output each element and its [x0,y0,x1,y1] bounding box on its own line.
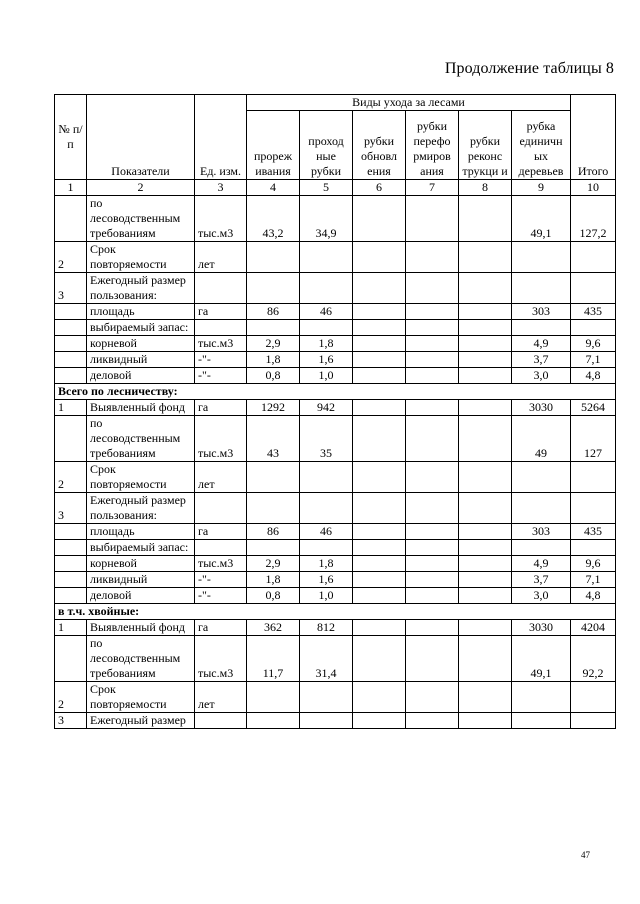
value-cell: 46 [300,304,353,320]
value-cell [459,320,512,336]
unit-cell: лет [195,682,247,713]
value-cell [247,320,300,336]
value-cell [353,493,406,524]
unit-cell: тыс.м3 [195,416,247,462]
unit-cell: га [195,400,247,416]
value-cell [406,588,459,604]
section-label: Всего по лесничеству: [55,384,616,400]
indicator-cell: по лесоводственным требованиям [87,196,195,242]
value-cell [353,273,406,304]
indicator-cell: Срок повторяемости [87,242,195,273]
indicator-cell: по лесоводственным требованиям [87,416,195,462]
row-number: 3 [55,713,87,729]
unit-cell: лет [195,242,247,273]
value-cell [512,462,571,493]
table-row [55,493,616,524]
value-cell: 1,6 [300,572,353,588]
value-cell [459,713,512,729]
value-cell [353,588,406,604]
value-cell [300,320,353,336]
value-cell [247,682,300,713]
row-number: 2 [55,682,87,713]
value-cell: 4,8 [571,588,616,604]
value-cell: 49,1 [512,636,571,682]
value-cell [512,493,571,524]
row-number: 1 [55,400,87,416]
value-cell [571,713,616,729]
unit-cell: га [195,524,247,540]
unit-cell [195,493,247,524]
unit-cell [195,713,247,729]
row-number: 2 [55,462,87,493]
value-cell [512,273,571,304]
unit-cell: -"- [195,352,247,368]
table-row [55,273,616,304]
table-row [55,196,616,242]
value-cell [406,273,459,304]
value-cell [406,196,459,242]
value-cell: 7,1 [571,352,616,368]
value-cell: 3,0 [512,588,571,604]
value-cell: 9,6 [571,336,616,352]
value-cell: 5264 [571,400,616,416]
col-number: 9 [512,180,571,196]
value-cell [406,320,459,336]
value-cell [571,320,616,336]
row-number [55,196,87,242]
row-number [55,588,87,604]
value-cell [353,400,406,416]
unit-cell: га [195,620,247,636]
table-row [55,620,616,636]
value-cell [406,304,459,320]
col-number: 7 [406,180,459,196]
value-cell: 35 [300,416,353,462]
value-cell: 1,8 [300,336,353,352]
row-number [55,572,87,588]
table-row [55,588,616,604]
value-cell [353,556,406,572]
value-cell [353,320,406,336]
section-label: в т.ч. хвойные: [55,604,616,620]
value-cell [459,400,512,416]
col-number: 4 [247,180,300,196]
row-number [55,524,87,540]
value-cell [247,493,300,524]
value-cell [353,352,406,368]
value-cell [459,273,512,304]
value-cell [300,713,353,729]
value-cell: 127,2 [571,196,616,242]
value-cell [459,572,512,588]
value-cell: 1,8 [247,352,300,368]
value-cell [353,572,406,588]
value-cell [406,368,459,384]
value-cell [406,400,459,416]
indicator-cell: Ежегодный размер [87,713,195,729]
row-number [55,320,87,336]
value-cell: 86 [247,524,300,540]
indicator-cell: выбираемый запас: [87,320,195,336]
row-number: 3 [55,493,87,524]
header-unit: Ед. изм. [195,95,247,180]
value-cell: 1,8 [247,572,300,588]
col-number: 2 [87,180,195,196]
indicator-cell: корневой [87,556,195,572]
value-cell [406,416,459,462]
value-cell: 812 [300,620,353,636]
header-group: Виды ухода за лесами [247,95,571,111]
page-number: 47 [581,850,590,860]
value-cell [353,636,406,682]
value-cell [353,524,406,540]
header-col: проход ные рубки [300,111,353,180]
row-number: 2 [55,242,87,273]
value-cell: 3030 [512,400,571,416]
col-number: 5 [300,180,353,196]
value-cell [459,620,512,636]
value-cell [406,462,459,493]
forest-care-table [54,94,616,729]
unit-cell: тыс.м3 [195,636,247,682]
row-number [55,636,87,682]
header-total: Итого [571,95,616,180]
value-cell [459,336,512,352]
value-cell [300,242,353,273]
value-cell [459,462,512,493]
row-number [55,556,87,572]
value-cell [300,682,353,713]
table-row [55,462,616,493]
table-row [55,320,616,336]
value-cell: 1,8 [300,556,353,572]
table-row [55,416,616,462]
value-cell [459,368,512,384]
value-cell [353,336,406,352]
value-cell: 4,9 [512,336,571,352]
value-cell: 3,7 [512,572,571,588]
value-cell [571,540,616,556]
value-cell: 31,4 [300,636,353,682]
table-row [55,540,616,556]
value-cell [353,620,406,636]
value-cell [247,273,300,304]
section-row [55,384,616,400]
unit-cell: тыс.м3 [195,556,247,572]
value-cell [459,556,512,572]
value-cell: 49,1 [512,196,571,242]
unit-cell: га [195,304,247,320]
value-cell [406,336,459,352]
table-row [55,682,616,713]
value-cell: 34,9 [300,196,353,242]
value-cell [459,352,512,368]
value-cell [512,540,571,556]
indicator-cell: деловой [87,368,195,384]
col-number: 8 [459,180,512,196]
value-cell: 127 [571,416,616,462]
value-cell [459,524,512,540]
unit-cell: -"- [195,368,247,384]
value-cell: 1292 [247,400,300,416]
value-cell [571,462,616,493]
value-cell [459,416,512,462]
value-cell [353,196,406,242]
row-number [55,368,87,384]
value-cell [571,493,616,524]
value-cell [406,636,459,682]
unit-cell [195,320,247,336]
row-number: 3 [55,273,87,304]
unit-cell: тыс.м3 [195,196,247,242]
table-row [55,572,616,588]
value-cell [353,368,406,384]
value-cell: 46 [300,524,353,540]
row-number [55,416,87,462]
table-row [55,524,616,540]
value-cell: 43 [247,416,300,462]
table-row [55,556,616,572]
indicator-cell: Выявленный фонд [87,620,195,636]
header-indicators: Показатели [87,95,195,180]
col-number: 3 [195,180,247,196]
table-row [55,352,616,368]
col-number: 10 [571,180,616,196]
value-cell: 2,9 [247,556,300,572]
value-cell [406,620,459,636]
value-cell: 4,9 [512,556,571,572]
indicator-cell: корневой [87,336,195,352]
value-cell [459,304,512,320]
value-cell [247,462,300,493]
table-row [55,368,616,384]
value-cell [459,196,512,242]
row-number [55,352,87,368]
value-cell: 303 [512,304,571,320]
unit-cell [195,540,247,556]
header-col: рубка единичн ых деревьев [512,111,571,180]
value-cell [406,242,459,273]
value-cell: 0,8 [247,588,300,604]
value-cell [459,242,512,273]
value-cell: 43,2 [247,196,300,242]
value-cell [406,493,459,524]
value-cell: 92,2 [571,636,616,682]
table-row [55,304,616,320]
value-cell: 49 [512,416,571,462]
header-col: рубки обновл ения [353,111,406,180]
value-cell [406,540,459,556]
indicator-cell: Ежегодный размер пользования: [87,493,195,524]
value-cell: 9,6 [571,556,616,572]
value-cell: 4204 [571,620,616,636]
table-continuation-caption: Продолжение таблицы 8 [444,60,614,77]
value-cell [459,493,512,524]
unit-cell: лет [195,462,247,493]
row-number [55,540,87,556]
value-cell [247,242,300,273]
value-cell [353,682,406,713]
value-cell [353,416,406,462]
value-cell: 1,0 [300,588,353,604]
value-cell [571,273,616,304]
value-cell [353,242,406,273]
value-cell: 303 [512,524,571,540]
table-row [55,336,616,352]
header-col: рубки реконс трукци и [459,111,512,180]
header-num: № п/п [55,95,87,180]
header-col: прореж ивания [247,111,300,180]
value-cell [300,493,353,524]
indicator-cell: выбираемый запас: [87,540,195,556]
value-cell [353,304,406,320]
table-body [55,196,616,729]
value-cell [353,713,406,729]
value-cell [459,682,512,713]
table-row [55,242,616,273]
header-col: рубки перефо рмиров ания [406,111,459,180]
value-cell [512,713,571,729]
table-row [55,713,616,729]
col-number: 6 [353,180,406,196]
unit-cell: -"- [195,588,247,604]
table-header [55,95,616,196]
value-cell: 2,9 [247,336,300,352]
unit-cell [195,273,247,304]
row-number: 1 [55,620,87,636]
value-cell [300,540,353,556]
value-cell: 1,0 [300,368,353,384]
value-cell [406,524,459,540]
value-cell [247,540,300,556]
value-cell [406,682,459,713]
value-cell: 942 [300,400,353,416]
value-cell [406,556,459,572]
value-cell: 4,8 [571,368,616,384]
value-cell [459,636,512,682]
value-cell [300,273,353,304]
value-cell [406,352,459,368]
section-row [55,604,616,620]
value-cell [353,540,406,556]
value-cell [459,588,512,604]
value-cell: 0,8 [247,368,300,384]
value-cell: 435 [571,304,616,320]
indicator-cell: ликвидный [87,572,195,588]
value-cell: 3,7 [512,352,571,368]
value-cell [353,462,406,493]
row-number [55,336,87,352]
value-cell: 1,6 [300,352,353,368]
indicator-cell: ликвидный [87,352,195,368]
value-cell [512,682,571,713]
indicator-cell: Срок повторяемости [87,682,195,713]
value-cell: 435 [571,524,616,540]
indicator-cell: Срок повторяемости [87,462,195,493]
unit-cell: тыс.м3 [195,336,247,352]
indicator-cell: площадь [87,524,195,540]
value-cell: 362 [247,620,300,636]
value-cell: 7,1 [571,572,616,588]
indicator-cell: площадь [87,304,195,320]
value-cell: 86 [247,304,300,320]
indicator-cell: по лесоводственным требованиям [87,636,195,682]
column-number-row [55,180,616,196]
table-row [55,636,616,682]
indicator-cell: Выявленный фонд [87,400,195,416]
value-cell [247,713,300,729]
value-cell [512,320,571,336]
value-cell: 3,0 [512,368,571,384]
value-cell [571,682,616,713]
value-cell [406,572,459,588]
value-cell [406,713,459,729]
unit-cell: -"- [195,572,247,588]
row-number [55,304,87,320]
col-number: 1 [55,180,87,196]
value-cell [459,540,512,556]
indicator-cell: Ежегодный размер пользования: [87,273,195,304]
value-cell [512,242,571,273]
value-cell: 3030 [512,620,571,636]
value-cell: 11,7 [247,636,300,682]
value-cell [300,462,353,493]
value-cell [571,242,616,273]
table-row [55,400,616,416]
indicator-cell: деловой [87,588,195,604]
